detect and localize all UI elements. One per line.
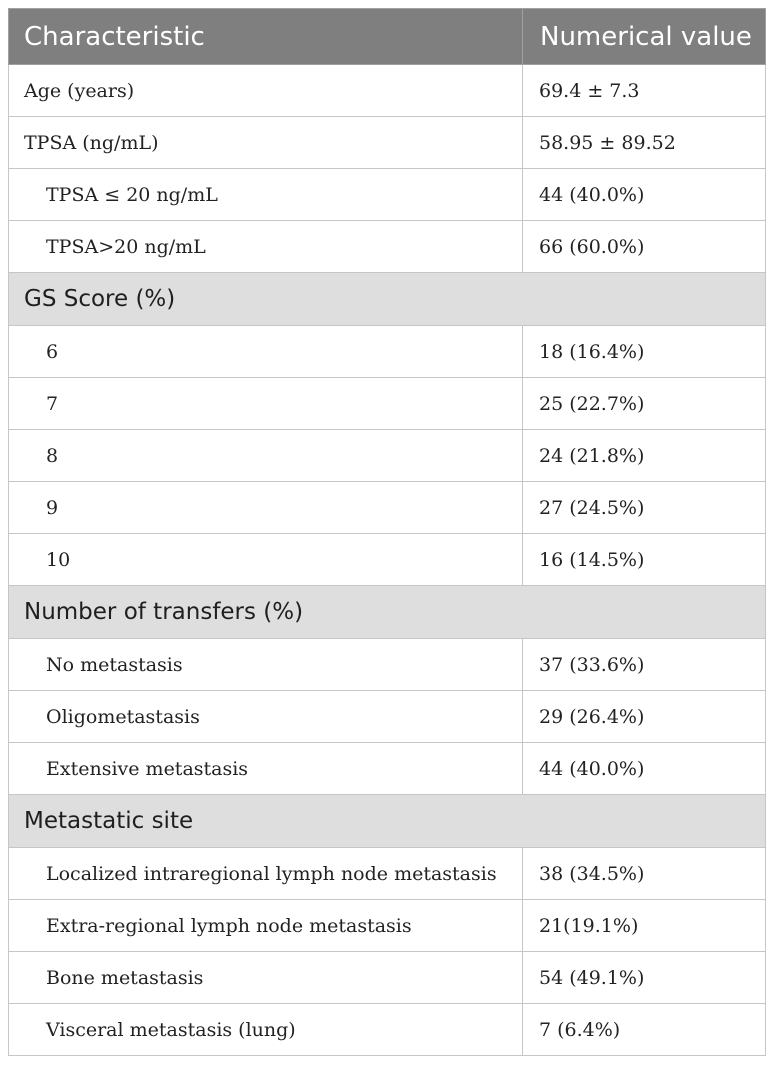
row-label: Bone metastasis [9,952,523,1004]
row-label: 9 [9,482,523,534]
row-value: 38 (34.5%) [523,848,766,900]
row-value: 69.4 ± 7.3 [523,65,766,117]
row-label: 8 [9,430,523,482]
row-value: 16 (14.5%) [523,534,766,586]
table-row [9,378,766,430]
row-value: 7 (6.4%) [523,1004,766,1056]
row-value: 66 (60.0%) [523,221,766,273]
table-row [9,117,766,169]
characteristics-table [8,8,766,1056]
row-label: TPSA ≤ 20 ng/mL [9,169,523,221]
row-value: 25 (22.7%) [523,378,766,430]
section-metastatic-site: Metastatic site [9,795,766,848]
row-label: Visceral metastasis (lung) [9,1004,523,1056]
row-label: TPSA>20 ng/mL [9,221,523,273]
table-row [9,691,766,743]
row-value: 44 (40.0%) [523,169,766,221]
table-header-row [9,9,766,65]
table-row [9,900,766,952]
section-row [9,795,766,848]
row-value: 37 (33.6%) [523,639,766,691]
row-value: 24 (21.8%) [523,430,766,482]
row-value: 58.95 ± 89.52 [523,117,766,169]
row-value: 54 (49.1%) [523,952,766,1004]
row-label: Localized intraregional lymph node metastasis [9,848,523,900]
section-row [9,586,766,639]
header-characteristic: Characteristic [9,9,523,65]
row-label: TPSA (ng/mL) [9,117,523,169]
row-label: Extensive metastasis [9,743,523,795]
table-row [9,1004,766,1056]
table-row [9,639,766,691]
row-label: 7 [9,378,523,430]
table-row [9,221,766,273]
table-row [9,326,766,378]
section-number-of-transfers: Number of transfers (%) [9,586,766,639]
header-numerical-value: Numerical value [523,9,766,65]
table-row [9,169,766,221]
row-label: Extra-regional lymph node metastasis [9,900,523,952]
row-label: Age (years) [9,65,523,117]
row-label: No metastasis [9,639,523,691]
table-row [9,743,766,795]
row-label: Oligometastasis [9,691,523,743]
section-gs-score: GS Score (%) [9,273,766,326]
row-value: 18 (16.4%) [523,326,766,378]
table-row [9,848,766,900]
table-row [9,65,766,117]
table-row [9,952,766,1004]
row-value: 27 (24.5%) [523,482,766,534]
table-row [9,482,766,534]
row-label: 6 [9,326,523,378]
row-value: 44 (40.0%) [523,743,766,795]
table-row [9,430,766,482]
row-label: 10 [9,534,523,586]
section-row [9,273,766,326]
row-value: 29 (26.4%) [523,691,766,743]
row-value: 21(19.1%) [523,900,766,952]
table-row [9,534,766,586]
